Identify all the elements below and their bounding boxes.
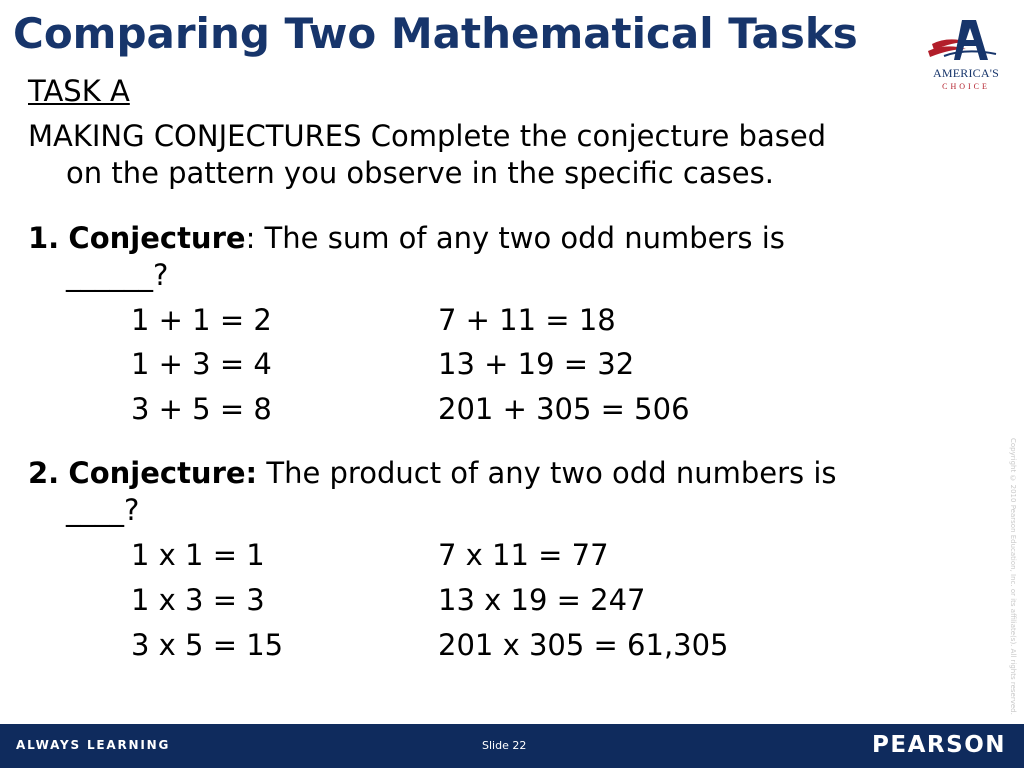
americas-choice-flag-a-icon (918, 16, 1014, 64)
slide-title: Comparing Two Mathematical Tasks (13, 9, 858, 58)
conjecture-1-case: 1 + 3 = 4 (131, 347, 272, 381)
conjecture-2-statement: The product of any two odd numbers is (257, 456, 837, 490)
conjecture-1-case: 201 + 305 = 506 (438, 392, 690, 426)
task-intro-line-1: MAKING CONJECTURES Complete the conjecture based (28, 119, 827, 153)
conjecture-1-number: 1. (28, 221, 60, 255)
conjecture-2-number: 2. (28, 456, 60, 490)
conjecture-2-blank: ____? (66, 493, 140, 527)
americas-choice-logo (918, 16, 1014, 96)
conjecture-2-case: 1 x 3 = 3 (131, 583, 265, 617)
pearson-logo: PEARSON (872, 732, 1006, 758)
task-intro-line-2: on the pattern you observe in the specific cases. (66, 156, 774, 190)
conjecture-1-case: 7 + 11 = 18 (438, 303, 616, 337)
conjecture-1-case: 1 + 1 = 2 (131, 303, 272, 337)
slide-number: Slide 22 (482, 739, 527, 752)
logo-text-secondary: CHOICE (942, 82, 990, 91)
conjecture-1-case: 13 + 19 = 32 (438, 347, 635, 381)
conjecture-2-case: 201 x 305 = 61,305 (438, 628, 729, 662)
footer-bar (0, 724, 1024, 768)
conjecture-2-case: 7 x 11 = 77 (438, 538, 609, 572)
task-label: TASK A (28, 74, 130, 108)
footer-tagline: ALWAYS LEARNING (16, 738, 171, 752)
copyright-notice: Copyright © 2010 Pearson Education, Inc. or its affiliate(s). All rights reserved. (1009, 438, 1017, 715)
conjecture-2-case: 3 x 5 = 15 (131, 628, 284, 662)
conjecture-1-blank: ______? (66, 258, 169, 292)
conjecture-1-heading: Conjecture (68, 221, 246, 255)
logo-text-primary: AMERICA'S (933, 66, 999, 80)
conjecture-1-case: 3 + 5 = 8 (131, 392, 272, 426)
conjecture-2-heading: Conjecture: (68, 456, 258, 490)
conjecture-1-statement: : The sum of any two odd numbers is (245, 221, 785, 255)
conjecture-1-line (28, 220, 785, 256)
conjecture-2-case: 13 x 19 = 247 (438, 583, 646, 617)
conjecture-2-line (28, 455, 837, 491)
conjecture-2-case: 1 x 1 = 1 (131, 538, 265, 572)
